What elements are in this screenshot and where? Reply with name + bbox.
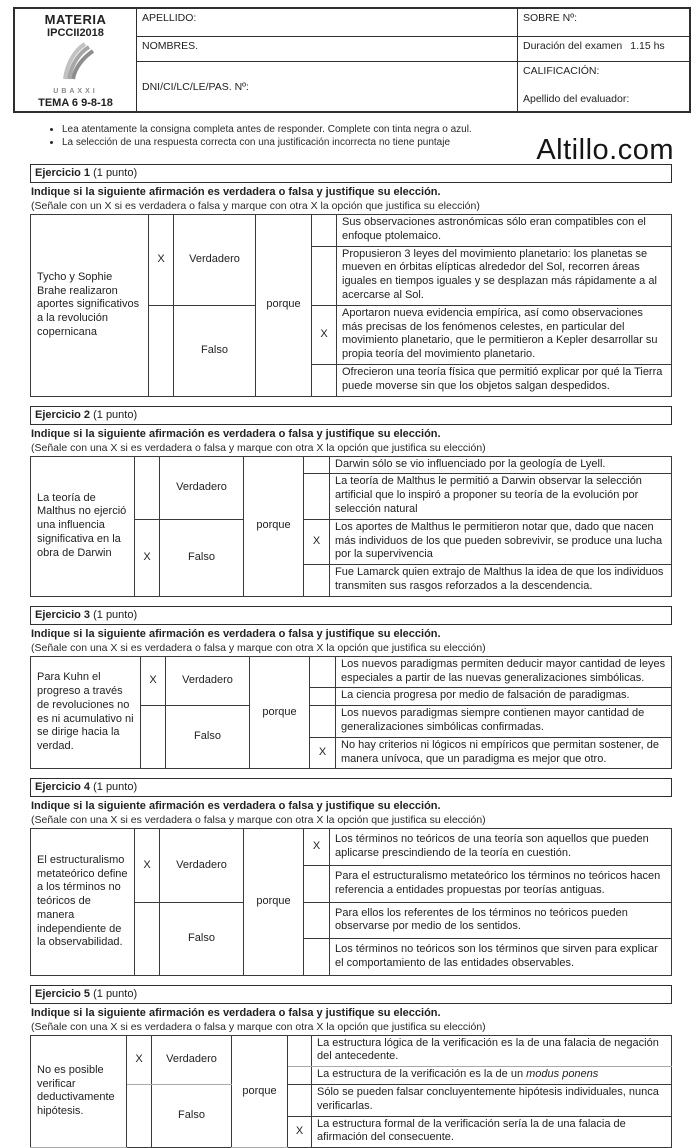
option-mark-cell	[312, 246, 337, 305]
exercise-2	[30, 406, 672, 597]
falso-label: Falso	[160, 902, 244, 975]
option-text: Ofrecieron una teoría física que permitió explicar por qué la Tierra puede moverse sin que los objetos salgan despedidos.	[337, 364, 672, 396]
tema-label: TEMA 6 9-8-18	[38, 97, 113, 109]
apellido-field: APELLIDO:	[137, 9, 517, 37]
option-mark-cell	[304, 865, 330, 902]
nombres-field: NOMBRES.	[137, 37, 517, 62]
ubaxxi-logo	[53, 42, 97, 95]
option-text: La ciencia progresa por medio de falsación de paradigmas.	[336, 688, 672, 706]
exercise-note: (Señale con una X si es verdadera o falsa y marque con otra X la opción que justifica su elección)	[31, 441, 486, 454]
falso-label: Falso	[152, 1085, 232, 1148]
exercise-2-title-box	[30, 406, 672, 425]
exercise-title: Ejercicio 2	[35, 408, 91, 421]
exercise-5-title-box	[30, 985, 672, 1004]
option-mark-cell	[304, 902, 330, 939]
option-text: Los términos no teóricos de una teoría son aquellos que pueden aplicarse prescindiendo de la teoría en cuestión.	[330, 829, 672, 866]
option-mark-cell: X	[304, 829, 330, 866]
exercise-points: (1 punto)	[90, 608, 138, 621]
exercise-instruction: Indique si la siguiente afirmación es verdadera o falsa y justifique su elección.	[31, 800, 441, 813]
option-mark-cell	[304, 565, 330, 597]
exercise-title: Ejercicio 4	[35, 781, 91, 794]
option-text: Los aportes de Malthus le permitieron notar que, dado que nacen más individuos de los que pueden sobrevivir, se produce una lucha por la supervivencia	[330, 519, 672, 564]
falso-label: Falso	[174, 305, 256, 396]
table-row	[31, 1035, 672, 1067]
duracion-label: Duración del examen	[523, 40, 623, 52]
option-text: Para el estructuralismo metateórico los términos no teóricos hacen referencia a entidades propuestas por teorías antiguas.	[330, 865, 672, 902]
exercise-1	[30, 164, 672, 397]
exercise-5	[30, 985, 672, 1148]
exercise-4-table	[30, 828, 672, 975]
option-mark-cell	[304, 939, 330, 976]
option-text: Para ellos los referentes de los términos no teóricos pueden observarse por medio de los sentidos.	[330, 902, 672, 939]
exercise-instruction: Indique si la siguiente afirmación es verdadera o falsa y justifique su elección.	[31, 627, 441, 640]
option-mark-cell: X	[288, 1116, 312, 1148]
option-mark-cell: X	[310, 737, 336, 769]
swoosh-logo-icon	[54, 42, 96, 87]
option-mark-cell	[304, 474, 330, 519]
option-mark-cell	[288, 1085, 312, 1117]
exercise-3-title-box	[30, 606, 672, 625]
logo-text: UBAXXI	[53, 87, 98, 95]
statement-cell: Para Kuhn el progreso a través de revoluciones no es ni acumulativo ni se dirige hacia la verdad.	[31, 656, 141, 769]
exercise-points: (1 punto)	[90, 167, 138, 179]
porque-label: porque	[250, 656, 310, 769]
option-mark-cell	[310, 688, 336, 706]
option-mark-cell	[288, 1067, 312, 1085]
option-mark-cell	[288, 1035, 312, 1067]
option-text: Fue Lamarck quien extrajo de Malthus la idea de que los individuos transmiten sus rasgos reforzados a la descendencia.	[330, 565, 672, 597]
materia-code: IPCCII2018	[47, 27, 104, 39]
exercise-note: (Señale con una X si es verdadera o falsa y marque con otra X la opción que justifica su elección)	[31, 1020, 486, 1033]
option-mark-cell	[310, 656, 336, 688]
altillo-watermark: Altillo.com	[536, 134, 674, 166]
exercise-5-table	[30, 1035, 672, 1148]
option-text: Sus observaciones astronómicas sólo eran compatibles con el enfoque ptolemaico.	[337, 215, 672, 247]
exercise-instruction: Indique si la siguiente afirmación es verdadera o falsa y justifique su elección.	[31, 186, 441, 198]
option-text: Darwin sólo se vio influenciado por la geología de Lyell.	[330, 456, 672, 474]
falso-label: Falso	[160, 519, 244, 596]
verdadero-label: Verdadero	[152, 1035, 232, 1084]
statement-cell: El estructuralismo metateórico define a los términos no teóricos de manera independiente de la observabilidad.	[31, 829, 135, 975]
table-row	[31, 215, 672, 247]
exercise-4	[30, 778, 672, 975]
porque-label: porque	[232, 1035, 288, 1148]
table-row	[31, 456, 672, 474]
porque-label: porque	[244, 829, 304, 975]
materia-label: MATERIA	[44, 12, 107, 27]
table-row	[31, 829, 672, 866]
table-row	[31, 1085, 672, 1117]
verdadero-label: Verdadero	[166, 656, 250, 705]
option-text: La teoría de Malthus le permitió a Darwin observar la selección artificial que lo inspiró a proponer su teoría de la evolución por selección natural	[330, 474, 672, 519]
falso-label: Falso	[166, 706, 250, 769]
exercise-note: (Señale con un X si es verdadera o falsa y marque con otra X la opción que justifica su elección)	[31, 200, 480, 212]
exercise-instruction: Indique si la siguiente afirmación es verdadera o falsa y justifique su elección.	[31, 1006, 441, 1019]
exercises-container	[30, 164, 672, 1148]
verdadero-mark-cell: X	[127, 1035, 152, 1084]
statement-cell: La teoría de Malthus no ejerció una influencia significativa en la obra de Darwin	[31, 456, 135, 596]
exercise-3-table	[30, 656, 672, 770]
option-text: La estructura formal de la verificación sería la de una falacia de afirmación del consecuente.	[312, 1116, 672, 1148]
duracion-value: 1.15 hs	[630, 40, 665, 52]
falso-mark-cell	[149, 305, 174, 396]
option-mark-cell	[312, 215, 337, 247]
option-mark-cell: X	[312, 305, 337, 364]
exercise-1-title-box	[30, 164, 672, 183]
verdadero-mark-cell: X	[149, 215, 174, 306]
option-mark-cell: X	[304, 519, 330, 564]
falso-mark-cell	[135, 902, 160, 975]
verdadero-mark-cell	[135, 456, 160, 519]
verdadero-mark-cell: X	[135, 829, 160, 902]
option-text: Los términos no teóricos son los términos que sirven para explicar el comportamiento de las entidades observables.	[330, 939, 672, 976]
exercise-points: (1 punto)	[90, 987, 138, 1000]
falso-mark-cell	[127, 1085, 152, 1148]
option-mark-cell	[310, 706, 336, 738]
porque-label: porque	[256, 215, 312, 397]
calificacion-cell	[517, 62, 689, 111]
evaluador-label: Apellido del evaluador:	[523, 93, 630, 105]
exercise-title: Ejercicio 3	[35, 608, 91, 621]
verdadero-mark-cell: X	[141, 656, 166, 705]
option-text: La estructura lógica de la verificación es la de una falacia de negación del antecedente.	[312, 1035, 672, 1067]
exercise-title: Ejercicio 5	[35, 987, 91, 1000]
general-instructions	[50, 124, 472, 149]
calificacion-label: CALIFICACIÓN:	[523, 65, 600, 77]
duracion-field	[517, 37, 689, 62]
exercise-3	[30, 606, 672, 770]
statement-cell: No es posible verificar deductivamente hipótesis.	[31, 1035, 127, 1148]
verdadero-label: Verdadero	[174, 215, 256, 306]
option-mark-cell	[304, 456, 330, 474]
dni-field: DNI/CI/LC/LE/PAS. Nº:	[142, 80, 249, 93]
exercise-note: (Señale con una X si es verdadera o falsa y marque con otra X la opción que justifica su elección)	[31, 814, 486, 827]
porque-label: porque	[244, 456, 304, 596]
option-text: Sólo se pueden falsar concluyentemente hipótesis individuales, nunca verificarlas.	[312, 1085, 672, 1117]
exam-header-table	[13, 7, 691, 113]
verdadero-label: Verdadero	[160, 456, 244, 519]
option-text: No hay criterios ni lógicos ni empíricos que permitan sostener, de manera unívoca, que un paradigma es mejor que otro.	[336, 737, 672, 769]
instruction-line: • La selección de una respuesta correcta con una justificación incorrecta no tiene puntaje	[62, 137, 472, 150]
option-text: Propusieron 3 leyes del movimiento planetario: los planetas se mueven en órbitas elípticas alrededor del Sol, recorren áreas iguales en tiempos iguales y se desplazan más rápidamente a al acercarse al Sol.	[337, 246, 672, 305]
exercise-note: (Señale con una X si es verdadera o falsa y marque con otra X la opción que justifica su elección)	[31, 641, 486, 654]
falso-mark-cell	[141, 706, 166, 769]
exercise-4-title-box	[30, 778, 672, 797]
falso-mark-cell: X	[135, 519, 160, 596]
exercise-title: Ejercicio 1	[35, 167, 91, 179]
statement-cell: Tycho y Sophie Brahe realizaron aportes significativos a la revolución copernicana	[31, 215, 149, 397]
sobre-field: SOBRE Nº:	[517, 9, 689, 37]
option-text: Aportaron nueva evidencia empírica, así como observaciones más precisas de los fenómenos celestes, en particular del movimiento planetario, que le permitieron a Kepler desarrollar su propia teoría del movimiento planetario.	[337, 305, 672, 364]
exercise-points: (1 punto)	[90, 408, 138, 421]
exercise-instruction: Indique si la siguiente afirmación es verdadera o falsa y justifique su elección.	[31, 427, 441, 440]
option-mark-cell	[312, 364, 337, 396]
materia-block	[45, 12, 107, 39]
exercise-points: (1 punto)	[90, 781, 138, 794]
table-row	[31, 656, 672, 688]
option-text: La estructura de la verificación es la de un modus ponens	[312, 1067, 672, 1085]
exercise-1-table	[30, 214, 672, 397]
header-left-cell	[15, 9, 137, 111]
option-text: Los nuevos paradigmas siempre contienen mayor cantidad de generalizaciones simbólicas confirmadas.	[336, 706, 672, 738]
instruction-line: • Lea atentamente la consigna completa antes de responder. Complete con tinta negra o azul.	[62, 124, 472, 137]
exercise-2-table	[30, 456, 672, 597]
option-text: Los nuevos paradigmas permiten deducir mayor cantidad de leyes especiales a partir de las nuevas generalizaciones simbólicas.	[336, 656, 672, 688]
verdadero-label: Verdadero	[160, 829, 244, 902]
